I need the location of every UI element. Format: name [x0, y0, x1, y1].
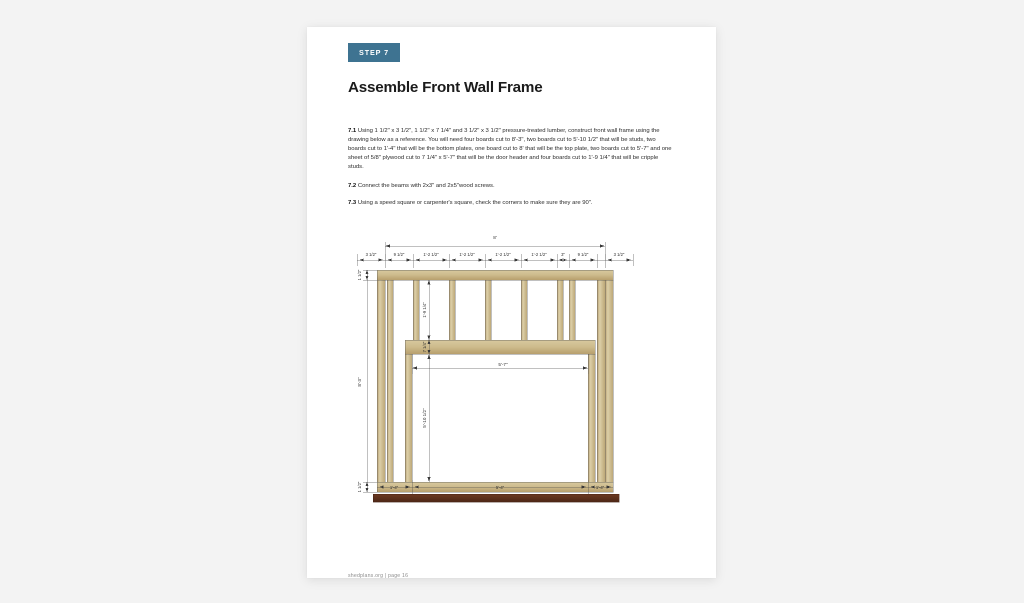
paragraph-text-1: Using 1 1/2" x 3 1/2", 1 1/2" x 7 1/4" and 3 1/2" x 3 1/2" pressure-treated lumber, construct front wall frame using the drawing below as a reference. You will need four boards cut to 8'-3", two boards cut to 5'-10 1/2" that will be studs, two boards cut to 1'-4" that will be the bottom plates, one board cut to 8' that will be the top plate, two boards cut to 5'-7" and one sheet of 5/8" plywood cut to 7 1/4" x 5'-7" that will be the door header and four boards cut to 1'-9 1/4" that will be cripple studs.: [348, 128, 672, 171]
dim-top-1: 9 1/2": [393, 252, 405, 257]
dim-door-height: 5'-10 1/2": [422, 408, 427, 428]
dim-bottom-plate: 1 1/2": [357, 481, 362, 493]
page-title: Assemble Front Wall Frame: [348, 79, 543, 96]
paragraph-text-3: Using a speed square or carpenter's square, check the corners to make sure they are 90".: [357, 200, 593, 206]
dim-top-0: 3 1/2": [365, 252, 377, 257]
plan-page: [307, 27, 716, 578]
dim-top-5: 1'-2 1/2": [531, 252, 547, 257]
dim-top-8: 3 1/2": [613, 252, 625, 257]
dim-overall-width: 8': [493, 235, 497, 240]
dim-top-4: 1'-2 1/2": [495, 252, 511, 257]
dim-door-width: 5'-7": [498, 362, 508, 367]
page-footer: shedplans.org | page 16: [348, 573, 409, 579]
paragraph-text-2: Connect the beams with 2x3" and 2x5"wood screws.: [357, 183, 495, 189]
dim-overall-height: 8'-3": [357, 377, 362, 387]
dim-header-height: 7 1/4": [422, 341, 427, 353]
dim-top-6: 3": [561, 252, 565, 257]
paragraph-number-3: 7.3: [348, 200, 357, 206]
dim-top-2: 1'-2 1/2": [423, 252, 439, 257]
dim-top-3: 1'-2 1/2": [459, 252, 475, 257]
instruction-paragraph-2: [348, 182, 673, 191]
dim-bottom-0: 1'-4": [389, 485, 399, 490]
front-wall-frame-drawing: [337, 202, 687, 547]
dim-top-plate: 1 1/2": [357, 269, 362, 281]
step-badge: STEP 7: [348, 43, 400, 62]
paragraph-number-2: 7.2: [348, 183, 357, 189]
dim-cripple-stud: 1'-9 1/4": [422, 302, 427, 318]
instruction-paragraph-1: [348, 127, 673, 172]
paragraph-number-1: 7.1: [348, 128, 357, 134]
dim-top-7: 9 1/2": [577, 252, 589, 257]
dim-bottom-1: 5'-4": [495, 485, 505, 490]
dim-bottom-2: 1'-4": [595, 485, 605, 490]
